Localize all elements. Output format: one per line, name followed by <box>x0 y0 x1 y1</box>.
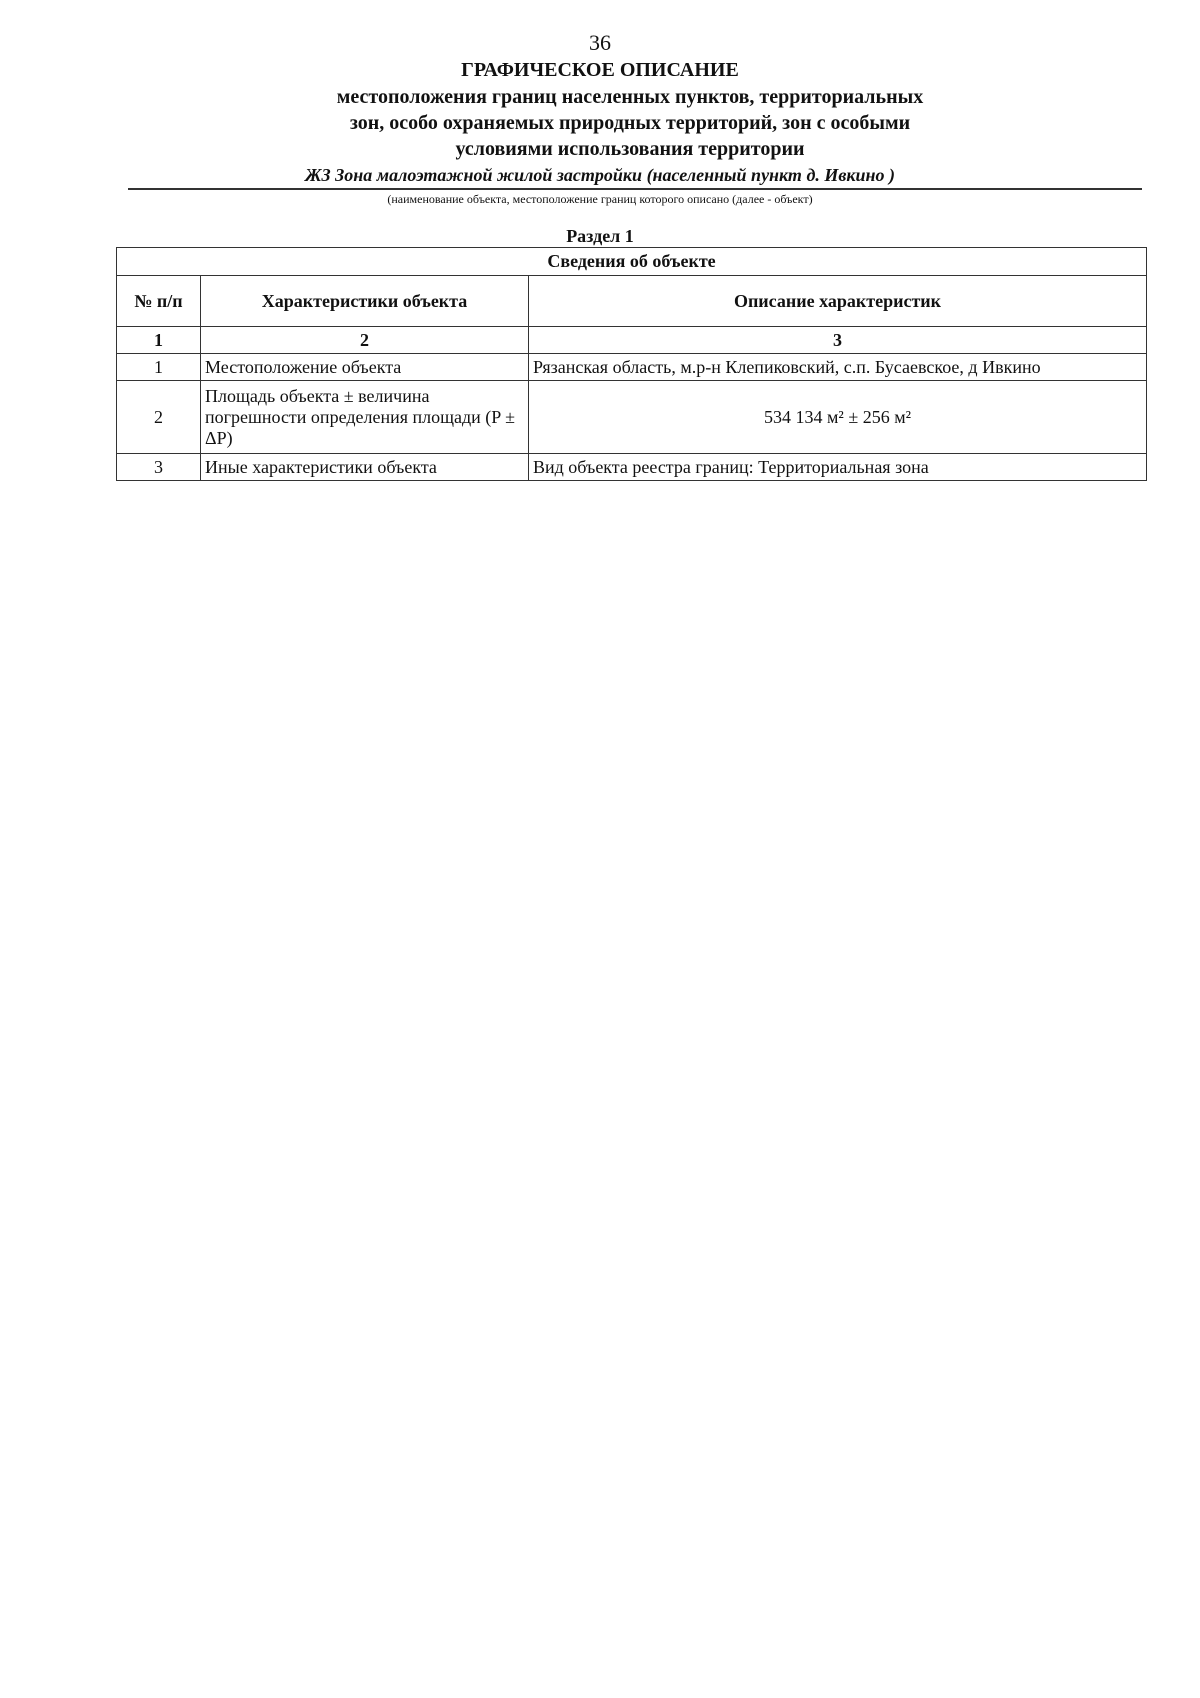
row-characteristic: Площадь объекта ± величина погрешности определения площади (P ± ΔP) <box>201 381 529 454</box>
table-header-row <box>117 276 1147 327</box>
row-num: 2 <box>117 381 201 454</box>
table-row <box>117 354 1147 381</box>
object-name: ЖЗ Зона малоэтажной жилой застройки (населенный пункт д. Ивкино ) <box>304 165 896 185</box>
row-description: Рязанская область, м.р-н Клепиковский, с.п. Бусаевское, д Ивкино <box>529 354 1147 381</box>
document-title: ГРАФИЧЕСКОЕ ОПИСАНИЕ <box>461 59 739 81</box>
column-number-2: 2 <box>201 327 529 354</box>
section-label: Раздел 1 <box>566 226 634 246</box>
table-row <box>117 381 1147 454</box>
column-number-1: 1 <box>117 327 201 354</box>
column-number-3: 3 <box>529 327 1147 354</box>
subtitle-line-3: условиями использования территории <box>455 138 805 160</box>
header-characteristic: Характеристики объекта <box>201 276 529 327</box>
table-row <box>117 454 1147 481</box>
object-caption: (наименование объекта, местоположение границ которого описано (далее - объект) <box>387 192 813 206</box>
header-description: Описание характеристик <box>529 276 1147 327</box>
subtitle-line-1: местоположения границ населенных пунктов, территориальных <box>336 86 924 108</box>
row-description: 534 134 м² ± 256 м² <box>529 381 1147 454</box>
page-number: 36 <box>589 30 611 55</box>
row-num: 1 <box>117 354 201 381</box>
table-caption: Сведения об объекте <box>117 248 1147 276</box>
header-num: № п/п <box>117 276 201 327</box>
row-characteristic: Местоположение объекта <box>201 354 529 381</box>
row-description: Вид объекта реестра границ: Территориальная зона <box>529 454 1147 481</box>
row-characteristic: Иные характеристики объекта <box>201 454 529 481</box>
document-subtitle <box>200 84 1060 162</box>
subtitle-line-2: зон, особо охраняемых природных территорий, зон с особыми <box>349 112 911 134</box>
column-number-row <box>117 327 1147 354</box>
table-caption-row <box>117 248 1147 276</box>
object-name-underline <box>128 188 1142 190</box>
object-info-table <box>116 247 1147 481</box>
row-num: 3 <box>117 454 201 481</box>
